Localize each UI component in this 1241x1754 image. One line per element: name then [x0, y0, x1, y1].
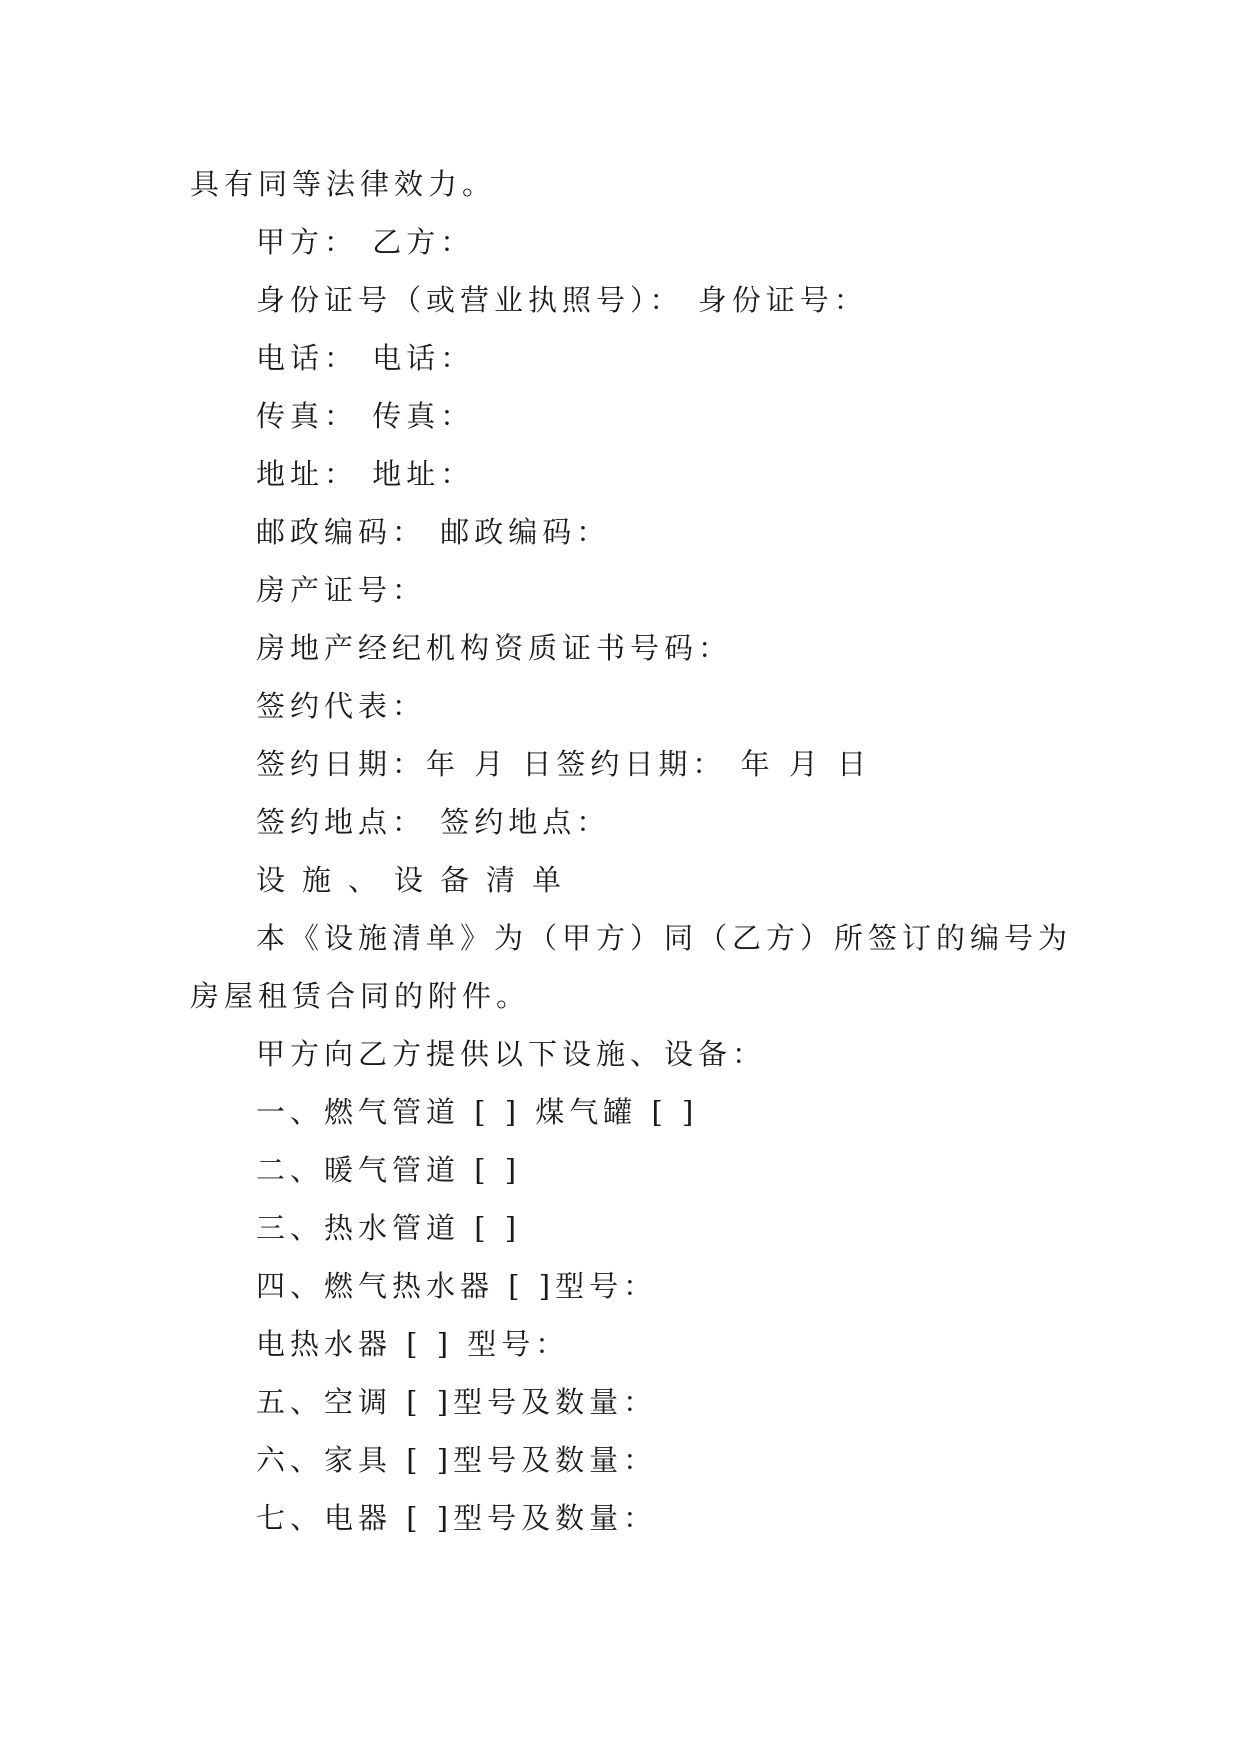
property-certificate-line: 房产证号：: [256, 573, 427, 607]
fax-line: 传真： 传真：: [256, 399, 475, 433]
signing-date-line: 签约日期：年 月 日签约日期： 年 月 日: [256, 747, 872, 781]
address-line: 地址： 地址：: [256, 457, 475, 491]
appendix-intro-continuation: 房屋租赁合同的附件。: [190, 979, 531, 1013]
facility-item-furniture: 六、家具 [ ]型号及数量：: [256, 1443, 658, 1477]
facility-item-hot-water: 三、热水管道 [ ]: [256, 1211, 522, 1245]
facility-item-heating: 二、暖气管道 [ ]: [256, 1153, 522, 1187]
section-heading: 设施、设备清单: [256, 863, 579, 897]
agency-certificate-line: 房地产经纪机构资质证书号码：: [256, 631, 733, 665]
facility-item-appliances: 七、电器 [ ]型号及数量：: [256, 1501, 658, 1535]
party-names-line: 甲方： 乙方：: [256, 225, 475, 259]
facility-item-electric-heater: 电热水器 [ ] 型号：: [256, 1327, 570, 1361]
document-body: [190, 155, 1073, 1547]
signing-place-line: 签约地点： 签约地点：: [256, 805, 611, 839]
phone-line: 电话： 电话：: [256, 341, 475, 375]
postal-code-line: 邮政编码： 邮政编码：: [256, 515, 611, 549]
facility-item-gas: 一、燃气管道 [ ] 煤气罐 [ ]: [256, 1095, 699, 1129]
signing-representative-line: 签约代表：: [256, 689, 427, 723]
facility-item-gas-heater: 四、燃气热水器 [ ]型号：: [256, 1269, 658, 1303]
appendix-intro-line: 本《设施清单》为（甲方）同（乙方）所签订的编号为: [256, 921, 1073, 955]
paragraph-continuation: 具有同等法律效力。: [190, 167, 497, 201]
facilities-intro-line: 甲方向乙方提供以下设施、设备：: [256, 1037, 767, 1071]
facility-item-air-conditioner: 五、空调 [ ]型号及数量：: [256, 1385, 658, 1419]
id-number-line: 身份证号（或营业执照号）： 身份证号：: [256, 283, 868, 317]
